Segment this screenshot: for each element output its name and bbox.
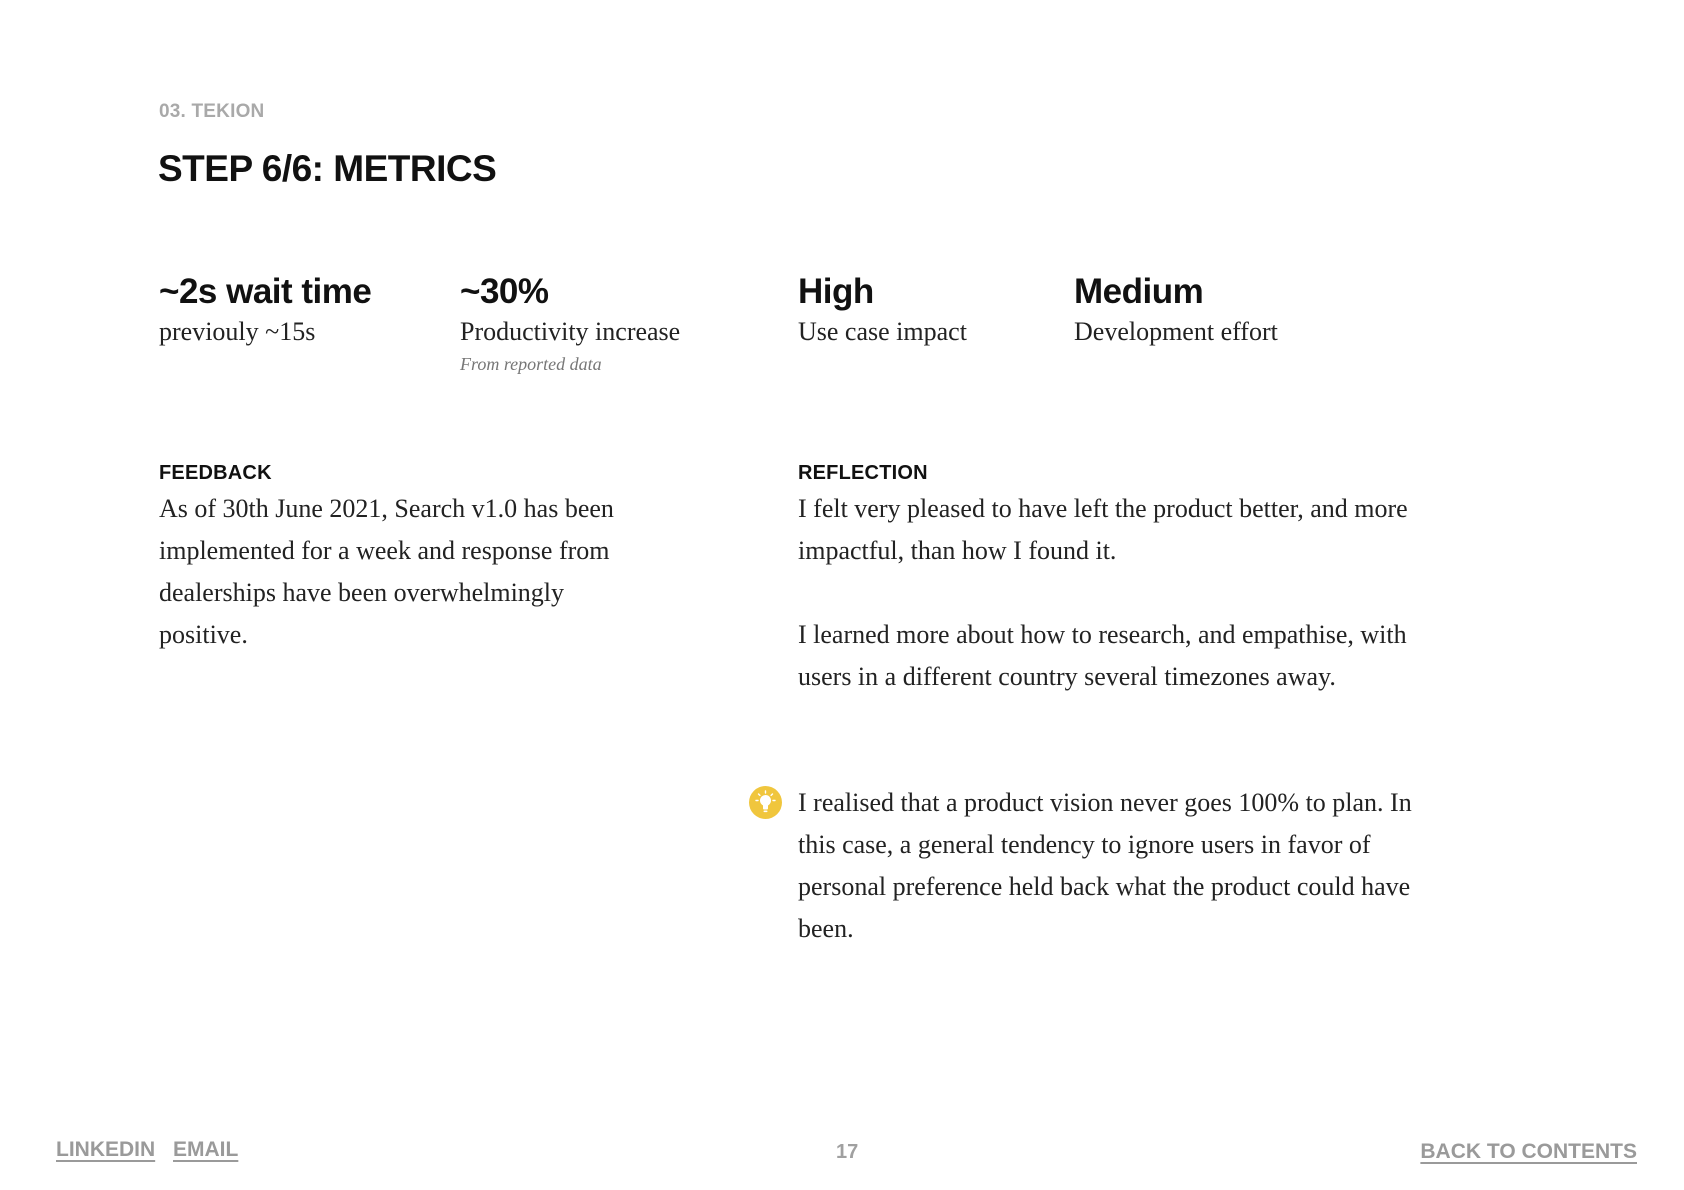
metric-value: ~30% [460,272,549,311]
metric-productivity [460,270,680,376]
linkedin-link[interactable]: LINKEDIN [56,1138,156,1161]
metric-impact [798,270,967,350]
back-to-contents-link[interactable]: BACK TO CONTENTS [1420,1140,1637,1163]
page-title: STEP 6/6: METRICS [158,148,497,189]
metric-value: High [798,272,874,311]
metric-label: Productivity increase [460,317,681,346]
page-number: 17 [836,1141,859,1163]
section-tag: 03. TEKION [159,101,265,122]
metric-effort [1074,270,1278,350]
reflection-paragraph: I realised that a product vision never goes 100% to plan. In this case, a general tendency to ignore users in favor of personal preference held back what the product could have been. [798,788,1412,943]
email-link[interactable]: EMAIL [173,1138,239,1161]
reflection-heading: REFLECTION [798,462,928,484]
feedback-heading: FEEDBACK [159,462,272,484]
metric-note: From reported data [460,354,602,374]
lightbulb-icon [749,786,782,819]
reflection-paragraph: I felt very pleased to have left the product better, and more impactful, than how I found it. [798,494,1408,565]
metric-wait-time [159,270,371,350]
metric-label: Use case impact [798,317,967,346]
feedback-text: As of 30th June 2021, Search v1.0 has been implemented for a week and response from dealerships have been overwhelmingly positive. [159,494,614,649]
metric-value: Medium [1074,272,1204,311]
metric-value: ~2s wait time [159,272,372,311]
metric-label: Development effort [1074,317,1278,346]
metric-label: previouly ~15s [159,317,316,346]
reflection-paragraph: I learned more about how to research, and empathise, with users in a different country several timezones away. [798,620,1407,691]
